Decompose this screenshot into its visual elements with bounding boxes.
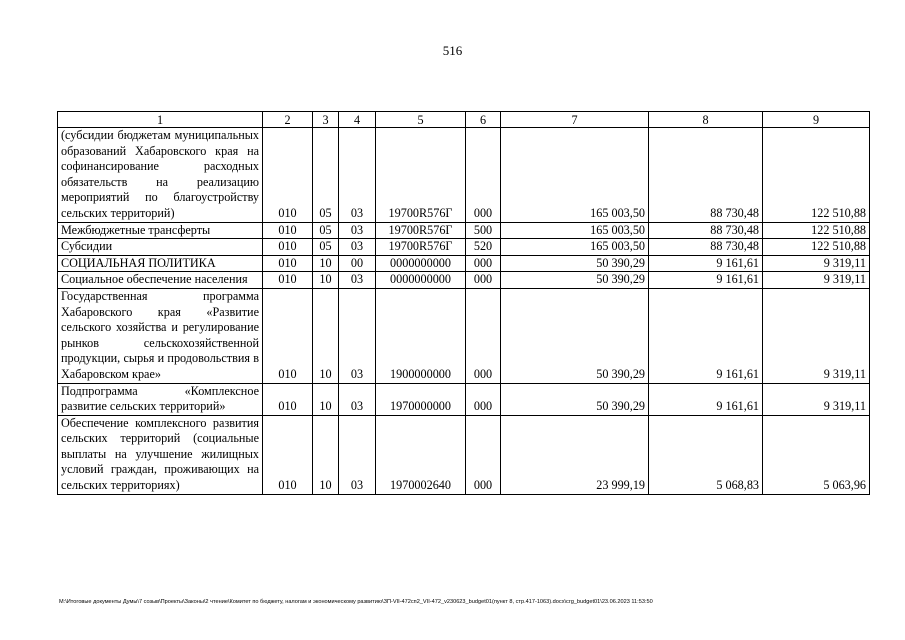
cell-admin-code: 010 [263, 128, 313, 223]
cell-target-article: 0000000000 [376, 272, 466, 289]
cell-section: 05 [313, 128, 339, 223]
cell-amount-col7: 50 390,29 [501, 288, 649, 383]
cell-amount-col8: 9 161,61 [649, 383, 763, 415]
column-header: 4 [339, 112, 376, 128]
row-name: Субсидии [58, 239, 263, 256]
column-header: 2 [263, 112, 313, 128]
cell-amount-col7: 50 390,29 [501, 255, 649, 272]
column-header: 5 [376, 112, 466, 128]
column-header: 6 [466, 112, 501, 128]
column-header: 7 [501, 112, 649, 128]
cell-amount-col7: 50 390,29 [501, 383, 649, 415]
row-name: Подпрограмма «Комплексное развитие сельских территорий» [58, 383, 263, 415]
table-row [58, 255, 870, 272]
cell-admin-code: 010 [263, 272, 313, 289]
cell-amount-col7: 50 390,29 [501, 272, 649, 289]
column-header: 1 [58, 112, 263, 128]
cell-target-article: 1970002640 [376, 415, 466, 494]
cell-expense-type: 000 [466, 383, 501, 415]
cell-amount-col9: 9 319,11 [763, 255, 870, 272]
cell-admin-code: 010 [263, 383, 313, 415]
cell-amount-col8: 88 730,48 [649, 239, 763, 256]
cell-subsection: 00 [339, 255, 376, 272]
cell-target-article: 0000000000 [376, 255, 466, 272]
cell-admin-code: 010 [263, 288, 313, 383]
cell-target-article: 19700R576Г [376, 222, 466, 239]
cell-amount-col8: 9 161,61 [649, 288, 763, 383]
cell-section: 10 [313, 255, 339, 272]
cell-amount-col7: 165 003,50 [501, 239, 649, 256]
cell-expense-type: 500 [466, 222, 501, 239]
cell-amount-col8: 9 161,61 [649, 272, 763, 289]
cell-admin-code: 010 [263, 255, 313, 272]
cell-expense-type: 520 [466, 239, 501, 256]
cell-subsection: 03 [339, 383, 376, 415]
cell-section: 10 [313, 415, 339, 494]
cell-amount-col8: 88 730,48 [649, 222, 763, 239]
table-row [58, 128, 870, 223]
cell-section: 10 [313, 272, 339, 289]
cell-section: 10 [313, 288, 339, 383]
cell-admin-code: 010 [263, 415, 313, 494]
cell-amount-col9: 9 319,11 [763, 288, 870, 383]
cell-section: 05 [313, 222, 339, 239]
cell-amount-col8: 9 161,61 [649, 255, 763, 272]
cell-amount-col7: 165 003,50 [501, 222, 649, 239]
cell-amount-col9: 9 319,11 [763, 383, 870, 415]
cell-amount-col8: 5 068,83 [649, 415, 763, 494]
cell-subsection: 03 [339, 239, 376, 256]
cell-expense-type: 000 [466, 415, 501, 494]
cell-section: 10 [313, 383, 339, 415]
table-row [58, 288, 870, 383]
cell-expense-type: 000 [466, 255, 501, 272]
row-name: Социальное обеспечение населения [58, 272, 263, 289]
budget-table [57, 111, 870, 495]
cell-subsection: 03 [339, 415, 376, 494]
cell-amount-col9: 5 063,96 [763, 415, 870, 494]
cell-section: 05 [313, 239, 339, 256]
cell-target-article: 19700R576Г [376, 239, 466, 256]
row-name: Обеспечение комплексного развития сельских территорий (социальные выплаты на улучшение жилищных условий граждан, проживающих на сельских территориях) [58, 415, 263, 494]
column-header: 9 [763, 112, 870, 128]
cell-subsection: 03 [339, 272, 376, 289]
cell-amount-col9: 9 319,11 [763, 272, 870, 289]
column-header: 8 [649, 112, 763, 128]
cell-amount-col9: 122 510,88 [763, 222, 870, 239]
row-name: Межбюджетные трансферты [58, 222, 263, 239]
row-name: СОЦИАЛЬНАЯ ПОЛИТИКА [58, 255, 263, 272]
cell-admin-code: 010 [263, 239, 313, 256]
table-row [58, 272, 870, 289]
table-header-row [58, 112, 870, 128]
row-name: Государственная программа Хабаровского края «Развитие сельского хозяйства и регулирование рынков сельскохозяйственной продукции, сырья и продовольствия в Хабаровском крае» [58, 288, 263, 383]
column-header: 3 [313, 112, 339, 128]
file-path-footer: M:\Итоговые документы Думы\7 созыв\Проекты\Законы\2 чтение\Комитет по бюджету, налогам и экономическому развитию\ЗП-VII-472сп2_VII-472_v230623_budget01(пункт 8, стр.417-1063).docx\crg_budget01\23.06.2023 11:53:50 [59, 599, 653, 605]
cell-subsection: 03 [339, 222, 376, 239]
cell-target-article: 1900000000 [376, 288, 466, 383]
cell-admin-code: 010 [263, 222, 313, 239]
cell-target-article: 19700R576Г [376, 128, 466, 223]
cell-subsection: 03 [339, 128, 376, 223]
cell-amount-col9: 122 510,88 [763, 239, 870, 256]
cell-amount-col7: 23 999,19 [501, 415, 649, 494]
page-number: 516 [442, 43, 463, 58]
cell-expense-type: 000 [466, 288, 501, 383]
cell-amount-col7: 165 003,50 [501, 128, 649, 223]
table-row [58, 415, 870, 494]
cell-amount-col8: 88 730,48 [649, 128, 763, 223]
row-name: (субсидии бюджетам муниципальных образований Хабаровского края на софинансирование расходных обязательств на реализацию мероприятий по благоустройству сельских территорий) [58, 128, 263, 223]
table-row [58, 383, 870, 415]
cell-target-article: 1970000000 [376, 383, 466, 415]
table-row [58, 239, 870, 256]
table-row [58, 222, 870, 239]
cell-subsection: 03 [339, 288, 376, 383]
cell-amount-col9: 122 510,88 [763, 128, 870, 223]
cell-expense-type: 000 [466, 272, 501, 289]
cell-expense-type: 000 [466, 128, 501, 223]
